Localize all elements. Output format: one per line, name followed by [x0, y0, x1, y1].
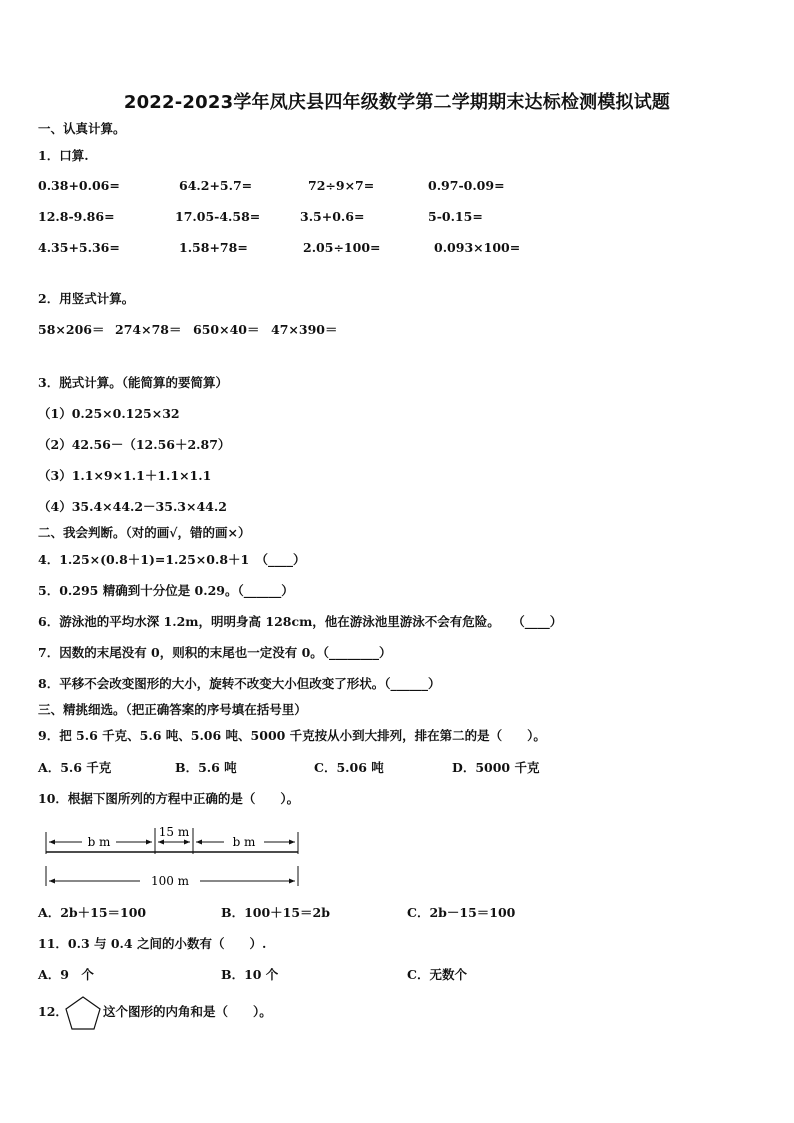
q1-item: 2.05÷100= — [303, 240, 381, 255]
q1-item: 0.38+0.06= — [38, 178, 120, 193]
q1-item: 64.2+5.7= — [179, 178, 253, 193]
segment-label-total: 100 m — [150, 874, 190, 888]
segment-label-right: b m — [232, 835, 256, 849]
q11-option: C．无数个 — [407, 967, 467, 982]
q1-item: 0.97-0.09= — [428, 178, 505, 193]
q10-option: C．2b－15＝100 — [407, 905, 516, 920]
q9-option: C．5.06 吨 — [314, 760, 384, 775]
section-1-heading: 一、认真计算。 — [38, 121, 126, 136]
q12-number: 12． — [38, 1004, 68, 1019]
q3-item: （2）42.56－（12.56＋2.87） — [38, 437, 231, 452]
q1-item: 12.8-9.86= — [38, 209, 115, 224]
section-3-heading: 三、精挑细选。（把正确答案的序号填在括号里） — [38, 702, 307, 717]
q11-stem: 11．0.3 与 0.4 之间的小数有（ ）. — [38, 936, 267, 951]
q3-item: （4）35.4×44.2－35.3×44.2 — [38, 499, 227, 514]
q2-item: 47×390＝ — [271, 322, 338, 337]
q12-stem: 这个图形的内角和是（ ）。 — [103, 1004, 272, 1019]
q1-item: 4.35+5.36= — [38, 240, 120, 255]
q10-option: B．100＋15＝2b — [221, 905, 330, 920]
q1-item: 0.093×100= — [434, 240, 521, 255]
q11-option: B．10 个 — [221, 967, 279, 982]
q1-label: 1．口算. — [38, 148, 89, 163]
section-2-heading: 二、我会判断。（对的画√，错的画×） — [38, 525, 251, 540]
q10-stem: 10．根据下图所列的方程中正确的是（ ）。 — [38, 791, 300, 806]
q1-item: 1.58+78= — [179, 240, 248, 255]
q1-item: 5-0.15= — [428, 209, 483, 224]
q9-option: B．5.6 吨 — [175, 760, 237, 775]
judge-item: 7．因数的末尾没有 0，则积的末尾也一定没有 0。（________） — [38, 645, 392, 660]
q1-item: 3.5+0.6= — [300, 209, 365, 224]
q9-option: A．5.6 千克 — [38, 760, 112, 775]
q11-option: A．9 个 — [38, 967, 94, 982]
page-title: 2022-2023学年凤庆县四年级数学第二学期期末达标检测模拟试题 — [123, 92, 671, 113]
segment-label-middle: 15 m — [158, 825, 190, 839]
q3-label: 3．脱式计算。（能简算的要简算） — [38, 375, 228, 390]
q2-item: 58×206＝ — [38, 322, 105, 337]
q9-stem: 9．把 5.6 千克、5.6 吨、5.06 吨、5000 千克按从小到大排列，排在第二的是（ ）。 — [38, 728, 546, 743]
q1-item: 17.05-4.58= — [175, 209, 261, 224]
q3-item: （1）0.25×0.125×32 — [38, 406, 180, 421]
q2-label: 2．用竖式计算。 — [38, 291, 135, 306]
segment-diagram — [40, 820, 310, 892]
judge-item: 5．0.295 精确到十分位是 0.29。（______） — [38, 583, 294, 598]
judge-item: 4．1.25×(0.8＋1)=1.25×0.8＋1 （____） — [38, 552, 306, 567]
judge-item: 6．游泳池的平均水深 1.2m，明明身高 128cm，他在游泳池里游泳不会有危险。 （____） — [38, 614, 563, 629]
q2-item: 650×40＝ — [193, 322, 260, 337]
judge-item: 8．平移不会改变图形的大小，旋转不改变大小但改变了形状。（______） — [38, 676, 441, 691]
q10-option: A．2b＋15＝100 — [38, 905, 147, 920]
q2-item: 274×78＝ — [115, 322, 182, 337]
segment-label-left: b m — [87, 835, 111, 849]
q9-option: D．5000 千克 — [452, 760, 540, 775]
pentagon-figure — [64, 995, 102, 1031]
q3-item: （3）1.1×9×1.1＋1.1×1.1 — [38, 468, 212, 483]
q1-item: 72÷9×7= — [308, 178, 375, 193]
